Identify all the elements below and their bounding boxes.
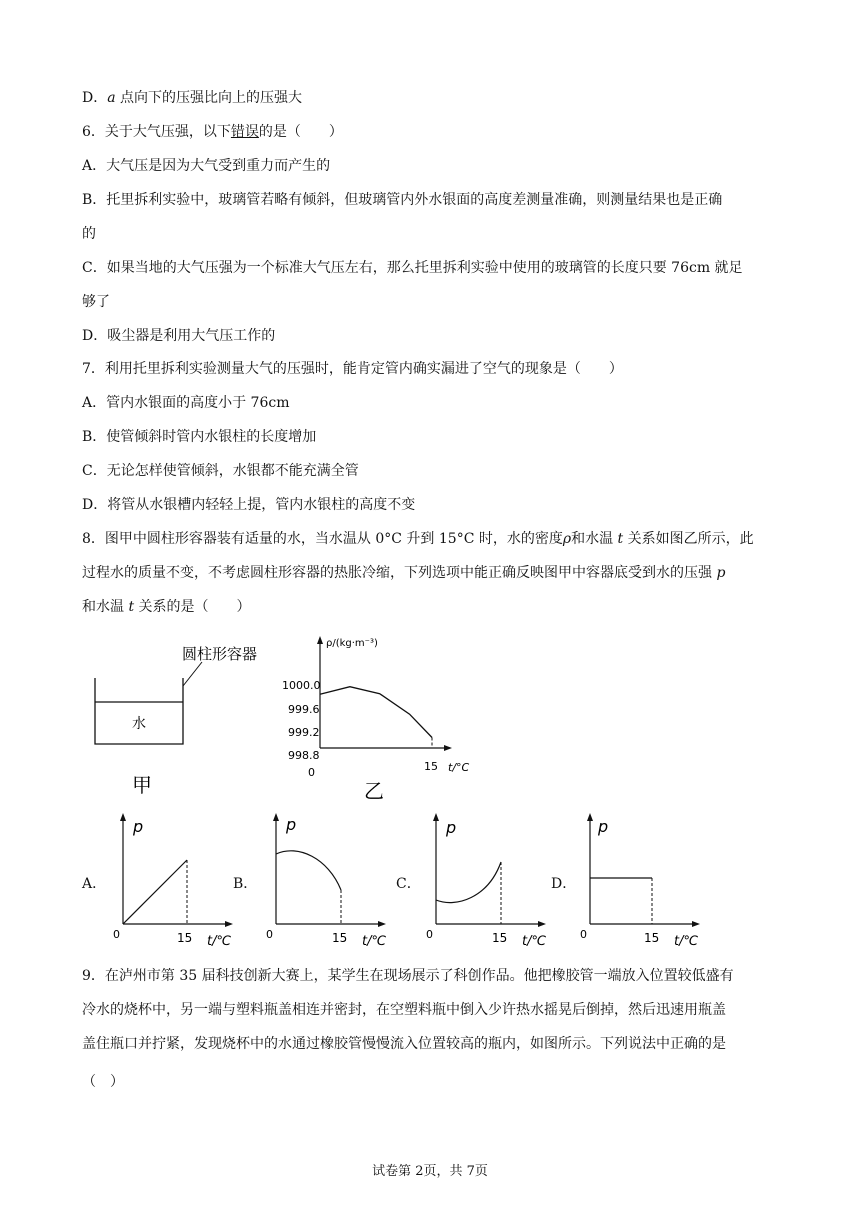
option-a-label: A． bbox=[82, 876, 107, 892]
question-6-option-c-cont: 够了 bbox=[82, 294, 110, 310]
y-tick-label: 998.8 bbox=[288, 749, 320, 762]
option-6-prev-d: D．a 点向下的压强比向上的压强大 bbox=[82, 90, 303, 106]
question-6-stem: 6．关于大气压强，以下错误的是（ ） bbox=[82, 124, 343, 140]
question-6-option-b-cont: 的 bbox=[82, 226, 96, 242]
question-7-option-a: A．管内水银面的高度小于 76cm bbox=[82, 395, 290, 411]
svg-text:p: p bbox=[446, 818, 457, 837]
question-9-stem-2: 冷水的烧杯中，另一端与塑料瓶盖相连并密封，在空塑料瓶中倒入少许热水摇晃后倒掉，然后迅速用瓶盖 bbox=[82, 1002, 726, 1018]
svg-text:0: 0 bbox=[580, 928, 587, 941]
option-b-curve bbox=[276, 851, 341, 890]
y-tick-label: 999.6 bbox=[288, 703, 320, 716]
question-9-stem-1: 9．在泸州市第 35 届科技创新大赛上，某学生在现场展示了科创作品。他把橡胶管一端放入位置较低盛有 bbox=[82, 968, 734, 984]
svg-text:15: 15 bbox=[177, 931, 193, 945]
option-c-graph bbox=[418, 808, 558, 953]
question-6-option-b: B．托里拆利实验中，玻璃管若略有倾斜，但玻璃管内外水银面的高度差测量准确，则测量结果也是正确 bbox=[82, 192, 723, 208]
question-7-option-b: B．使管倾斜时管内水银柱的长度增加 bbox=[82, 429, 317, 445]
option-b-graph bbox=[258, 808, 398, 953]
question-9-stem-4: （ ） bbox=[82, 1074, 124, 1090]
figure-yi-chart bbox=[270, 632, 490, 802]
svg-text:t/℃: t/℃ bbox=[522, 934, 547, 949]
figure-yi-label: 乙 bbox=[364, 779, 384, 802]
svg-text:p: p bbox=[598, 817, 609, 836]
question-8-stem-2: 过程水的质量不变，不考虑圆柱形容器的热胀冷缩，下列选项中能正确反映图甲中容器底受到水的压强 p bbox=[82, 565, 726, 581]
x-axis-label: t/°C bbox=[448, 761, 470, 774]
option-a-graph bbox=[105, 808, 245, 953]
question-7-stem: 7．利用托里拆利实验测量大气的压强时，能肯定管内确实漏进了空气的现象是（ ） bbox=[82, 361, 623, 377]
svg-text:0: 0 bbox=[266, 928, 273, 941]
y-tick-label: 1000.0 bbox=[282, 679, 321, 692]
water-label: 水 bbox=[132, 716, 146, 732]
svg-text:t/℃: t/℃ bbox=[674, 934, 699, 949]
y-tick-label: 999.2 bbox=[288, 726, 320, 739]
option-c-curve bbox=[436, 862, 501, 903]
svg-text:0: 0 bbox=[113, 928, 120, 941]
origin-label: 0 bbox=[308, 766, 315, 779]
option-d-graph bbox=[572, 808, 712, 953]
question-7-option-d: D．将管从水银槽内轻轻上提，管内水银柱的高度不变 bbox=[82, 497, 416, 513]
page-footer: 试卷第 2页，共 7页 bbox=[372, 1164, 488, 1179]
svg-text:0: 0 bbox=[426, 928, 433, 941]
y-axis-label: ρ/(kg·m⁻³) bbox=[326, 638, 378, 649]
svg-text:t/℃: t/℃ bbox=[362, 934, 387, 949]
svg-text:t/℃: t/℃ bbox=[207, 934, 232, 949]
question-7-option-c: C．无论怎样使管倾斜，水银都不能充满全管 bbox=[82, 463, 359, 479]
question-9-stem-3: 盖住瓶口并拧紧，发现烧杯中的水通过橡胶管慢慢流入位置较高的瓶内，如图所示。下列说法中正确的是 bbox=[82, 1036, 726, 1052]
figure-jia-label: 甲 bbox=[132, 773, 152, 797]
question-6-option-a: A．大气压是因为大气受到重力而产生的 bbox=[82, 158, 331, 174]
x-tick-15: 15 bbox=[424, 760, 438, 773]
svg-text:p: p bbox=[286, 815, 297, 834]
figure-jia bbox=[86, 640, 276, 810]
question-6-option-c: C．如果当地的大气压强为一个标准大气压左右，那么托里拆利实验中使用的玻璃管的长度只要 76cm 就足 bbox=[82, 260, 743, 276]
option-c-label: C． bbox=[396, 876, 421, 892]
x-axis-arrow bbox=[444, 745, 452, 751]
y-axis-arrow bbox=[317, 636, 323, 644]
density-curve bbox=[320, 687, 432, 738]
question-8-stem-3: 和水温 t 关系的是（ ） bbox=[82, 599, 251, 615]
option-d-label: D． bbox=[551, 876, 577, 892]
question-8-stem-1: 8．图甲中圆柱形容器装有适量的水，当水温从 0°C 升到 15°C 时，水的密度ρ和水温 t 关系如图乙所示，此 bbox=[82, 531, 754, 547]
svg-text:15: 15 bbox=[332, 931, 348, 945]
container-label: 圆柱形容器 bbox=[182, 645, 258, 663]
svg-text:15: 15 bbox=[644, 931, 660, 945]
svg-text:p: p bbox=[133, 817, 144, 836]
svg-text:15: 15 bbox=[492, 931, 508, 945]
option-b-label: B． bbox=[233, 876, 258, 892]
question-6-option-d: D．吸尘器是利用大气压工作的 bbox=[82, 328, 276, 344]
option-a-curve bbox=[123, 860, 187, 924]
